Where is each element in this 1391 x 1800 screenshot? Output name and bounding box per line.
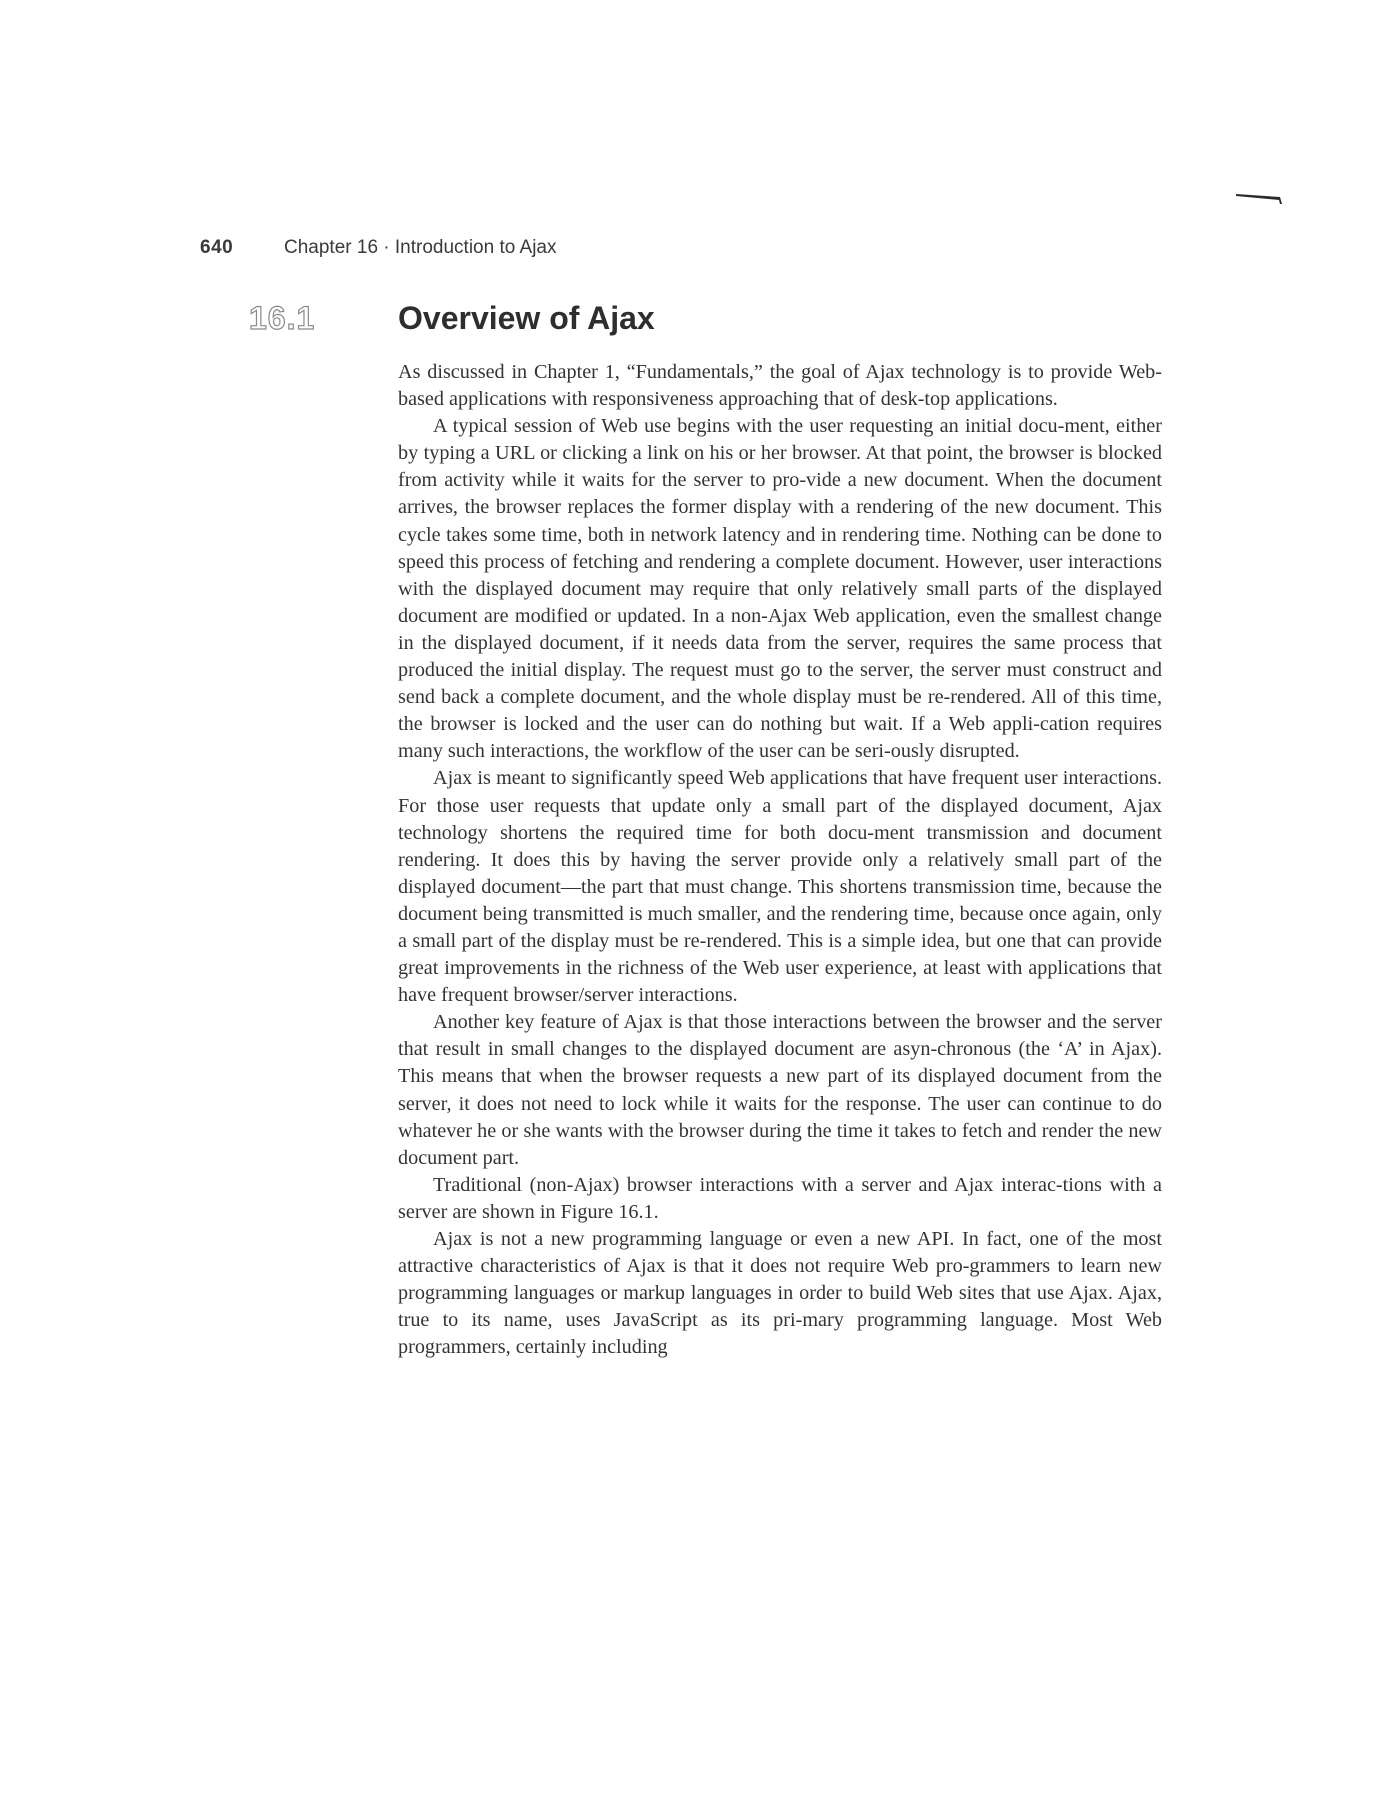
paragraph: Ajax is meant to significantly speed Web applications that have frequent user interactions. For those user requests that update only a small part of the displayed document, Ajax technology shortens the required time for both docu-ment transmission and document rendering. It does this by having the server provide only a relatively small part of the displayed document—the part that must change. This shortens transmission time, because the document being transmitted is much smaller, and the rendering time, because once again, only a small part of the display must be re-rendered. This is a simple idea, but one that can provide great improvements in the richness of the Web user experience, at least with applications that have frequent browser/server interactions. xyxy=(398,767,1162,1007)
running-head xyxy=(200,234,557,262)
chapter-title: Chapter 16 · Introduction to Ajax xyxy=(284,237,557,258)
page-number: 640 xyxy=(200,237,234,258)
section-number: 16.1 xyxy=(249,300,316,336)
paragraph: Traditional (non-Ajax) browser interactions with a server and Ajax interac-tions with a server are shown in Figure 16.1. xyxy=(398,1173,1162,1223)
paragraph: Ajax is not a new programming language or even a new API. In fact, one of the most attractive characteristics of Ajax is that it does not require Web pro-grammers to learn new programming languages or markup languages in order to build Web sites that use Ajax. Ajax, true to its name, uses JavaScript as its pri-mary programming language. Most Web programmers, certainly including xyxy=(398,1228,1162,1359)
paragraph: As discussed in Chapter 1, “Fundamentals,” the goal of Ajax technology is to provide Web-based applications with responsiveness approaching that of desk-top applications. xyxy=(398,361,1162,411)
section-title: Overview of Ajax xyxy=(398,300,655,336)
corner-scan-mark xyxy=(1236,193,1282,205)
paragraph: A typical session of Web use begins with the user requesting an initial docu-ment, either by typing a URL or clicking a link on his or her browser. At that point, the browser is blocked from activity while it waits for the server to pro-vide a new document. When the document arrives, the browser replaces the former display with a rendering of the new document. This cycle takes some time, both in network latency and in rendering time. Nothing can be done to speed this process of fetching and rendering a complete document. However, user interactions with the displayed document may require that only relatively small parts of the displayed document are modified or updated. In a non-Ajax Web application, even the smallest change in the displayed document, if it needs data from the server, requires the same process that produced the initial display. The request must go to the server, the server must construct and send back a complete document, and the whole display must be re-rendered. All of this time, the browser is locked and the user can do nothing but wait. If a Web appli-cation requires many such interactions, the workflow of the user can be seri-ously disrupted. xyxy=(398,415,1162,763)
body-text xyxy=(398,359,1162,1361)
section-heading xyxy=(249,300,655,337)
paragraph: Another key feature of Ajax is that those interactions between the browser and the server that result in small changes to the displayed document are asyn-chronous (the ‘A’ in Ajax). This means that when the browser requests a new part of its displayed document from the server, it does not need to lock while it waits for the response. The user can continue to do whatever he or she wants with the browser during the time it takes to fetch and render the new document part. xyxy=(398,1011,1162,1169)
